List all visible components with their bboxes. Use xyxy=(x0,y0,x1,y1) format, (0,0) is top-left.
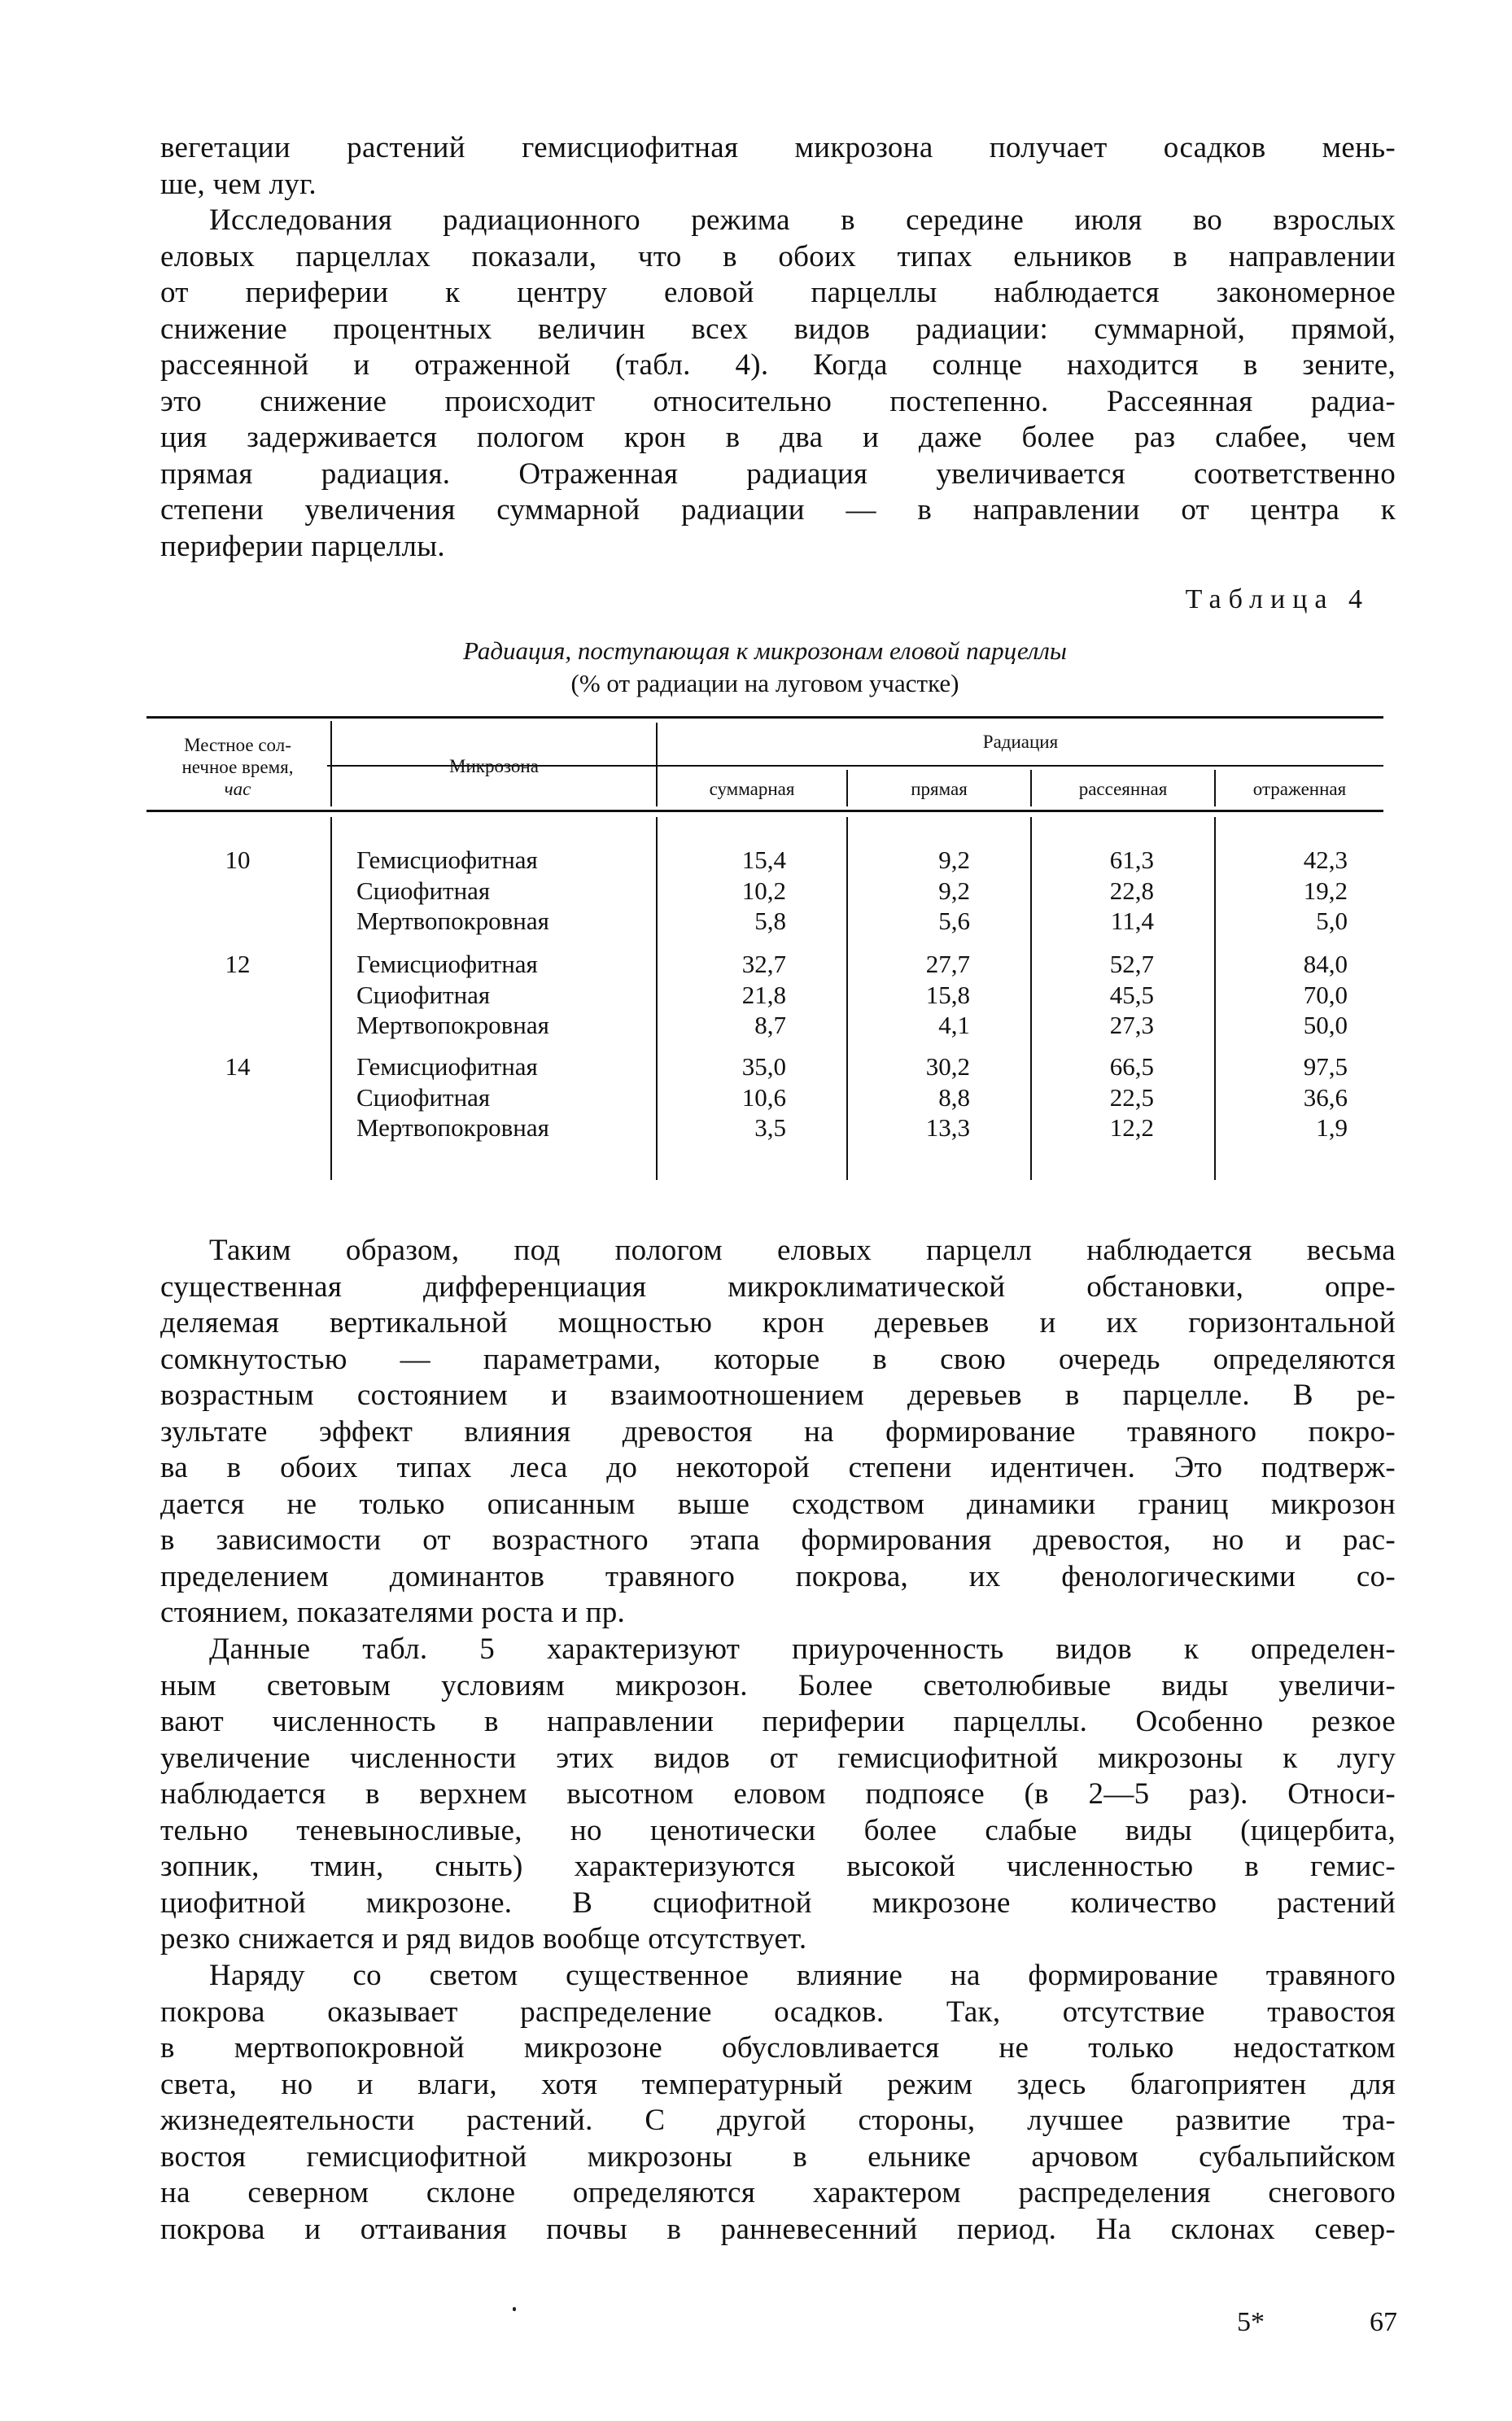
zone-cell: Гемисциофитная xyxy=(356,1052,538,1081)
radiation-table xyxy=(146,716,1383,1180)
table-row xyxy=(356,845,549,937)
header-microzone: Микрозона xyxy=(449,756,539,776)
zone-cell: Мертвопокровная xyxy=(356,1113,549,1142)
table-title: Радиация, поступающая к микрозонам еловой парцеллы xyxy=(463,636,1067,665)
value-cell: 8,8 xyxy=(938,1082,970,1112)
value-cell: 27,7 xyxy=(925,950,970,978)
time-cell: 10 xyxy=(225,846,251,874)
paragraph-continuation xyxy=(160,130,1396,203)
value-cell: 22,8 xyxy=(1109,876,1154,905)
value-cell: 5,8 xyxy=(754,907,786,935)
text-line: резко снижается и ряд видов вообще отсутствует. xyxy=(160,1922,807,1956)
table-row xyxy=(356,1051,549,1143)
diffuse-values xyxy=(1032,949,1154,1041)
header-text: нечное время, xyxy=(181,757,294,777)
header-direct: прямая xyxy=(911,779,968,799)
text-line: жизнедеятельности растений. С другой стороны, лучшее развитие тра- xyxy=(160,2104,1396,2137)
header-bottom-rule xyxy=(146,810,1383,812)
text-line: возрастным состоянием и взаимоотношением деревьев в парцелле. В ре- xyxy=(160,1379,1396,1412)
signature-mark: 5* xyxy=(1237,2307,1265,2337)
text-line: вают численность в направлении периферии парцеллы. Особенно резкое xyxy=(160,1705,1396,1738)
text-line: покрова и оттаивания почвы в ранневесенний период. На склонах север- xyxy=(160,2212,1396,2246)
text-line: в зависимости от возрастного этапа формирования древостоя, но и рас- xyxy=(160,1523,1396,1557)
text-line: в мертвопокровной микрозоне обусловливается не только недостатком xyxy=(160,2031,1396,2065)
value-cell: 5,6 xyxy=(938,907,970,935)
text-line: востоя гемисциофитной микрозоны в ельнике арчовом субальпийском xyxy=(160,2139,1396,2174)
text-line: зультате эффект влияния древостоя на формирование травяного покро- xyxy=(160,1414,1396,1449)
text-line: пределением доминантов травяного покрова, их фенологическими со- xyxy=(160,1559,1396,1593)
paragraph-conclusion xyxy=(160,1233,1396,1632)
value-cell: 45,5 xyxy=(1109,980,1154,1009)
text-line: Исследования радиационного режима в середине июля во взрослых xyxy=(209,203,1396,237)
time-cell: 12 xyxy=(225,950,251,978)
header-total: суммарная xyxy=(709,779,795,799)
table-caption xyxy=(146,635,1383,700)
value-cell: 21,8 xyxy=(741,980,786,1009)
value-cell: 42,3 xyxy=(1303,846,1348,874)
text-line: вегетации растений гемисциофитная микрозона получает осадков мень- xyxy=(160,131,1396,164)
value-cell: 30,2 xyxy=(925,1052,970,1081)
text-line: сомкнутостью — параметрами, которые в свою очередь определяются xyxy=(160,1342,1396,1376)
value-cell: 19,2 xyxy=(1303,876,1348,905)
direct-values xyxy=(848,949,970,1041)
value-cell: 70,0 xyxy=(1303,980,1348,1009)
text-line: стоянием, показателями роста и пр. xyxy=(160,1596,626,1629)
table-subtitle: (% от радиации на луговом участке) xyxy=(570,669,959,697)
zone-cell: Гемисциофитная xyxy=(356,846,538,874)
table-top-rule xyxy=(146,716,1383,719)
text-line: тельно теневыносливые, но ценотически более слабые виды (цицербита, xyxy=(160,1813,1396,1847)
value-cell: 27,3 xyxy=(1109,1011,1154,1039)
text-line: ным световым условиям микрозон. Более светолюбивые виды увеличи- xyxy=(160,1668,1396,1702)
text-line: циофитной микрозоне. В сциофитной микрозоне количество растений xyxy=(160,1886,1396,1920)
value-cell: 9,2 xyxy=(938,876,970,905)
text-line: ше, чем луг. xyxy=(160,167,317,201)
value-cell: 11,4 xyxy=(1110,907,1154,935)
total-values xyxy=(658,1051,786,1143)
zone-cell: Мертвопокровная xyxy=(356,907,549,935)
text-line: от периферии к центру еловой парцеллы наблюдается закономерное xyxy=(160,276,1396,309)
value-cell: 97,5 xyxy=(1303,1052,1348,1081)
value-cell: 50,0 xyxy=(1303,1011,1348,1039)
text-line: еловых парцеллах показали, что в обоих типах ельников в направлении xyxy=(160,239,1396,273)
text-line: увеличение численности этих видов от гемисциофитной микрозоны к лугу xyxy=(160,1741,1396,1775)
text-line: прямая радиация. Отраженная радиация увеличивается соответственно xyxy=(160,457,1396,491)
value-cell: 61,3 xyxy=(1109,846,1154,874)
paragraph-precipitation xyxy=(160,1958,1396,2248)
header-text: Местное сол- xyxy=(184,735,291,755)
text-line: Таким образом, под пологом еловых парцелл наблюдается весьма xyxy=(209,1234,1396,1267)
text-line: деляемая вертикальной мощностью крон деревьев и их горизонтальной xyxy=(160,1306,1396,1339)
zone-cell: Сциофитная xyxy=(356,876,491,905)
value-cell: 3,5 xyxy=(754,1113,786,1142)
page-number: 67 xyxy=(1370,2307,1397,2337)
value-cell: 12,2 xyxy=(1109,1113,1154,1142)
text-line: существенная дифференциация микроклиматической обстановки, опре- xyxy=(160,1269,1396,1304)
paragraph-table5 xyxy=(160,1632,1396,1958)
text-line: это снижение происходит относительно постепенно. Рассеянная радиа- xyxy=(160,384,1396,418)
header-unit: час xyxy=(224,779,251,799)
reflected-values xyxy=(1216,1051,1348,1143)
total-values xyxy=(658,949,786,1041)
value-cell: 1,9 xyxy=(1316,1113,1348,1142)
direct-values xyxy=(848,1051,970,1143)
zone-cell: Сциофитная xyxy=(356,1082,491,1112)
value-cell: 66,5 xyxy=(1109,1052,1154,1081)
text-line: Наряду со светом существенное влияние на формирование травяного xyxy=(209,1959,1396,1992)
value-cell: 8,7 xyxy=(754,1011,786,1039)
text-line: на северном склоне определяются характером распределения снегового xyxy=(160,2176,1396,2209)
reflected-values xyxy=(1216,949,1348,1041)
value-cell: 15,8 xyxy=(925,980,970,1009)
diffuse-values xyxy=(1032,1051,1154,1143)
value-cell: 10,6 xyxy=(741,1082,786,1112)
column-divider xyxy=(330,817,332,1180)
table-row xyxy=(356,949,549,1041)
text-line: Данные табл. 5 характеризуют приуроченность видов к определен- xyxy=(209,1632,1396,1666)
value-cell: 52,7 xyxy=(1109,950,1154,978)
value-cell: 9,2 xyxy=(938,846,970,874)
total-values xyxy=(658,845,786,937)
diffuse-values xyxy=(1032,845,1154,937)
value-cell: 84,0 xyxy=(1303,950,1348,978)
text-line: дается не только описанным выше сходством динамики границ микрозон xyxy=(160,1487,1396,1521)
zone-cell: Мертвопокровная xyxy=(356,1011,549,1039)
value-cell: 4,1 xyxy=(938,1011,970,1039)
text-line: зопник, тмин, сныть) характеризуются высокой численностью в гемис- xyxy=(160,1850,1396,1883)
header-radiation: Радиация xyxy=(982,732,1059,752)
header-reflected: отраженная xyxy=(1252,779,1347,799)
text-line: ция задерживается пологом крон в два и даже более раз слабее, чем xyxy=(160,421,1396,454)
value-cell: 15,4 xyxy=(741,846,786,874)
header-diffuse: рассеянная xyxy=(1078,779,1168,799)
header-local-solar-time xyxy=(146,734,329,800)
table-label: Таблица 4 xyxy=(1185,584,1370,614)
paragraph-radiation-regime xyxy=(160,203,1396,565)
zone-cell: Гемисциофитная xyxy=(356,950,538,978)
text-line: покрова оказывает распределение осадков. Так, отсутствие травостоя xyxy=(160,1995,1396,2029)
print-speck xyxy=(513,2307,516,2311)
value-cell: 32,7 xyxy=(741,950,786,978)
value-cell: 36,6 xyxy=(1303,1082,1348,1112)
zone-cell: Сциофитная xyxy=(356,980,491,1009)
reflected-values xyxy=(1216,845,1348,937)
text-line: ва в обоих типах леса до некоторой степени идентичен. Это подтверж- xyxy=(160,1451,1396,1484)
value-cell: 13,3 xyxy=(925,1113,970,1142)
value-cell: 5,0 xyxy=(1316,907,1348,935)
value-cell: 10,2 xyxy=(741,876,786,905)
time-cell: 14 xyxy=(225,1052,251,1081)
text-line: наблюдается в верхнем высотном еловом подпоясе (в 2—5 раз). Относи- xyxy=(160,1777,1396,1811)
text-line: степени увеличения суммарной радиации — в направлении от центра к xyxy=(160,493,1396,527)
value-cell: 22,5 xyxy=(1109,1082,1154,1112)
text-line: рассеянной и отраженной (табл. 4). Когда солнце находится в зените, xyxy=(160,348,1396,382)
text-line: периферии парцеллы. xyxy=(160,529,445,563)
text-line: снижение процентных величин всех видов радиации: суммарной, прямой, xyxy=(160,312,1396,346)
value-cell: 35,0 xyxy=(741,1052,786,1081)
direct-values xyxy=(848,845,970,937)
text-line: света, но и влаги, хотя температурный режим здесь благоприятен для xyxy=(160,2067,1396,2101)
